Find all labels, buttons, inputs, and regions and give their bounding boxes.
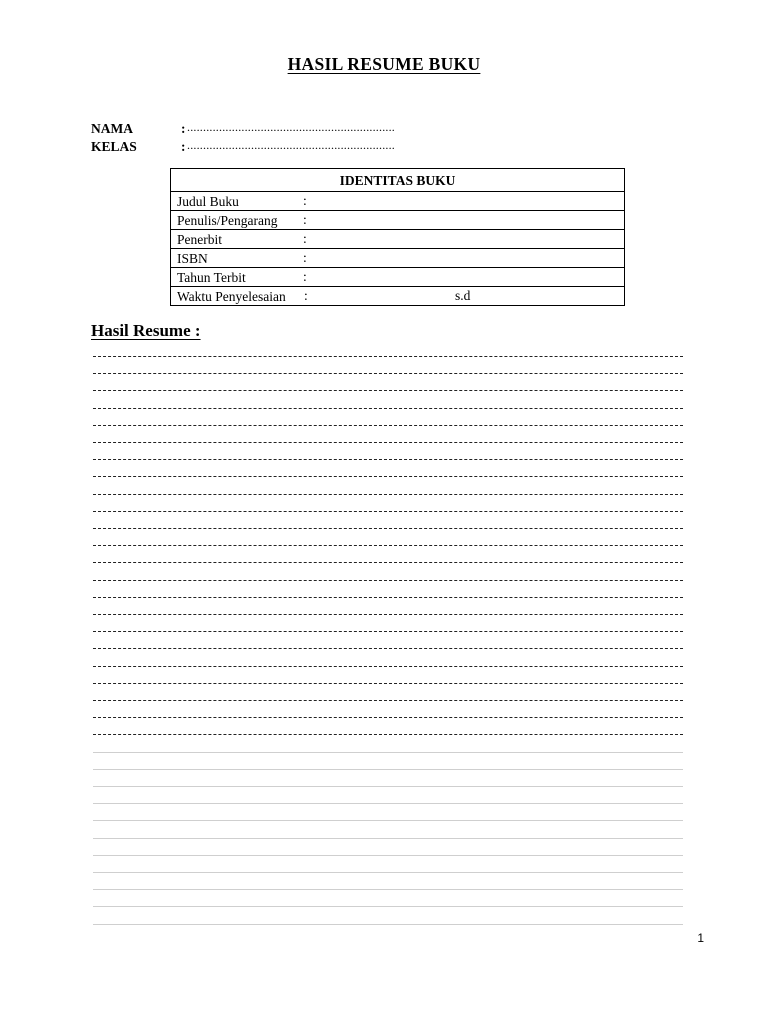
row-colon: : <box>303 231 307 246</box>
writing-line-dashed[interactable] <box>93 734 683 735</box>
penulis-cell[interactable] <box>171 211 625 230</box>
table-row <box>171 268 625 287</box>
writing-line-dashed[interactable] <box>93 425 683 426</box>
row-label: Penulis/Pengarang <box>177 212 278 228</box>
writing-line-dashed[interactable] <box>93 614 683 615</box>
writing-line-dashed[interactable] <box>93 700 683 701</box>
book-identity-table <box>170 168 625 306</box>
table-row <box>171 192 625 211</box>
kelas-colon: : <box>181 139 186 154</box>
row-label: ISBN <box>177 250 208 266</box>
writing-line-dashed[interactable] <box>93 511 683 512</box>
row-label: Tahun Terbit <box>177 269 246 285</box>
writing-line-dashed[interactable] <box>93 494 683 495</box>
row-colon: : <box>303 212 307 227</box>
writing-line-dashed[interactable] <box>93 356 683 357</box>
row-colon: : <box>303 193 307 208</box>
resume-heading: Hasil Resume : <box>91 321 201 340</box>
writing-line-dashed[interactable] <box>93 408 683 409</box>
judul-buku-cell[interactable] <box>171 192 625 211</box>
page-number: 1 <box>697 931 704 945</box>
document-title-text: HASIL RESUME BUKU <box>287 54 481 74</box>
writing-line-dashed[interactable] <box>93 648 683 649</box>
sd-label: s.d <box>455 288 471 303</box>
writing-line-dashed[interactable] <box>93 597 683 598</box>
isbn-cell[interactable] <box>171 249 625 268</box>
nama-input-line[interactable]: ................................................................. <box>187 120 395 134</box>
writing-line-solid[interactable] <box>93 803 683 804</box>
row-colon: : <box>303 250 307 265</box>
writing-line-solid[interactable] <box>93 924 683 925</box>
kelas-label: KELAS <box>91 139 137 154</box>
table-header-row <box>171 169 625 192</box>
writing-line-dashed[interactable] <box>93 390 683 391</box>
nama-label: NAMA <box>91 121 133 136</box>
penerbit-cell[interactable] <box>171 230 625 249</box>
row-colon: : <box>304 288 308 303</box>
writing-line-dashed[interactable] <box>93 666 683 667</box>
writing-line-solid[interactable] <box>93 855 683 856</box>
writing-line-dashed[interactable] <box>93 631 683 632</box>
kelas-input-line[interactable]: ................................................................. <box>187 138 395 152</box>
writing-line-dashed[interactable] <box>93 717 683 718</box>
waktu-penyelesaian-cell[interactable] <box>171 287 625 306</box>
document-title <box>0 54 768 75</box>
table-row <box>171 249 625 268</box>
writing-line-solid[interactable] <box>93 889 683 890</box>
table-row <box>171 211 625 230</box>
writing-line-solid[interactable] <box>93 820 683 821</box>
writing-line-dashed[interactable] <box>93 442 683 443</box>
writing-line-dashed[interactable] <box>93 562 683 563</box>
writing-line-dashed[interactable] <box>93 683 683 684</box>
row-colon: : <box>303 269 307 284</box>
writing-line-solid[interactable] <box>93 752 683 753</box>
row-label: Waktu Penyelesaian <box>177 288 286 304</box>
writing-line-dashed[interactable] <box>93 373 683 374</box>
row-label: Judul Buku <box>177 193 239 209</box>
writing-line-dashed[interactable] <box>93 459 683 460</box>
table-row <box>171 287 625 306</box>
nama-colon: : <box>181 121 186 136</box>
table-header: IDENTITAS BUKU <box>171 169 625 192</box>
table-row <box>171 230 625 249</box>
writing-line-solid[interactable] <box>93 872 683 873</box>
writing-line-dashed[interactable] <box>93 580 683 581</box>
tahun-terbit-cell[interactable] <box>171 268 625 287</box>
writing-line-dashed[interactable] <box>93 545 683 546</box>
writing-line-solid[interactable] <box>93 906 683 907</box>
writing-line-dashed[interactable] <box>93 528 683 529</box>
writing-line-solid[interactable] <box>93 786 683 787</box>
writing-line-solid[interactable] <box>93 769 683 770</box>
row-label: Penerbit <box>177 231 222 247</box>
writing-line-dashed[interactable] <box>93 476 683 477</box>
writing-line-solid[interactable] <box>93 838 683 839</box>
